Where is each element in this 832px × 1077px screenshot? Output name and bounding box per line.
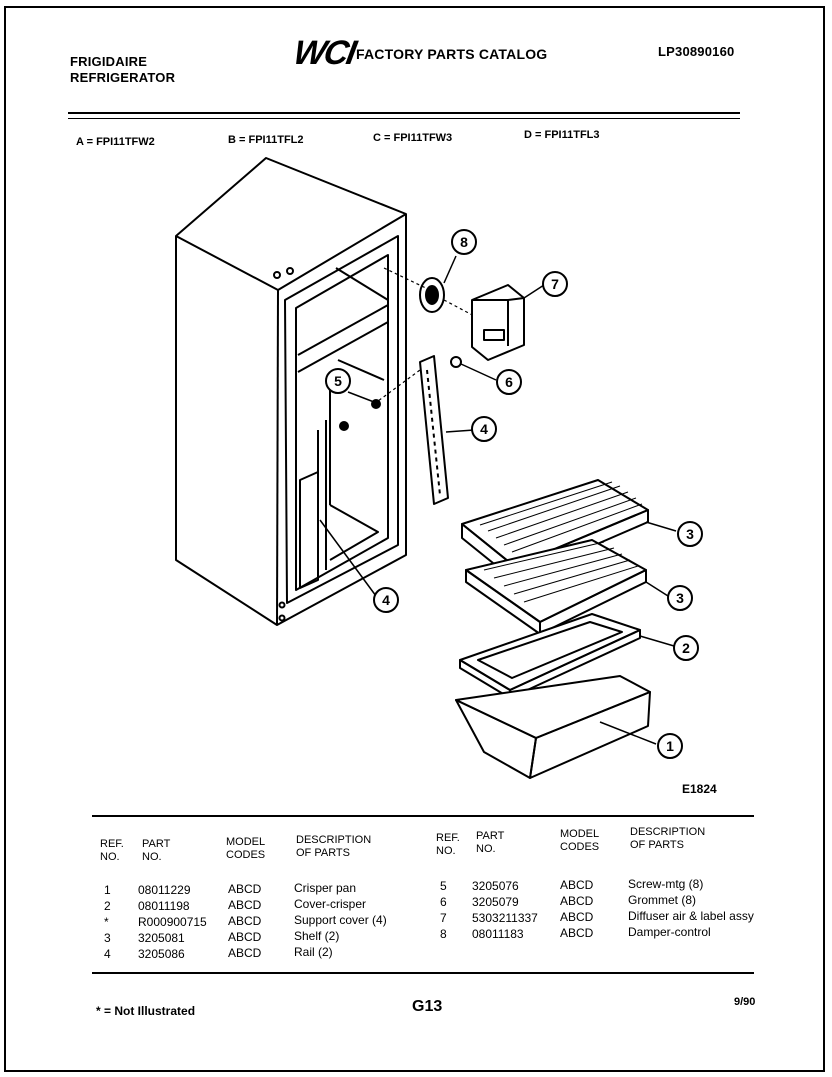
- left-ref-column: [104, 882, 118, 962]
- header-description-label: DESCRIPTION: [296, 834, 372, 846]
- table-cell: Support cover (4): [294, 913, 387, 927]
- table-cell: Diffuser air & label assy: [628, 909, 754, 923]
- callout-8: 8: [460, 234, 468, 250]
- model-b: B = FPI11TFL2: [228, 134, 304, 146]
- table-cell: Damper-control: [628, 925, 711, 939]
- table-rule-top: [92, 815, 754, 817]
- left-codes-column: [228, 881, 261, 961]
- callout-2: 2: [682, 640, 690, 656]
- table-row: 1: [104, 883, 111, 897]
- right-codes-column: [560, 877, 593, 941]
- table-cell: 3205076: [472, 879, 519, 893]
- table-row: 6: [440, 895, 447, 909]
- footer-date: 9/90: [734, 996, 756, 1008]
- table-cell: 08011183: [472, 927, 524, 941]
- table-cell: 3205079: [472, 895, 519, 909]
- table-cell: Shelf (2): [294, 929, 340, 943]
- table-cell: ABCD: [228, 898, 262, 912]
- callout-3-lower: 3: [676, 590, 684, 606]
- table-cell: 3205086: [138, 947, 185, 961]
- catalog-number: LP30890160: [658, 44, 735, 59]
- table-cell: 08011198: [138, 899, 190, 913]
- table-cell: Grommet (8): [628, 893, 697, 907]
- table-row: 3: [104, 931, 111, 945]
- brand-name: FRIGIDAIRE: [70, 54, 148, 69]
- header-of-parts-label: OF PARTS: [630, 839, 684, 851]
- table-cell: Rail (2): [294, 945, 333, 959]
- callout-5: 5: [334, 373, 342, 389]
- model-c: C = FPI11TFW3: [373, 132, 453, 144]
- left-part-column: [138, 882, 207, 962]
- header-model-left: [226, 836, 265, 862]
- header-ref-no-label: NO.: [436, 845, 456, 857]
- table-row: 8: [440, 927, 447, 941]
- header-ref-left: [100, 838, 124, 864]
- crisper-pan-part: [456, 676, 656, 778]
- left-desc-column: [294, 880, 387, 960]
- header-desc-left: [296, 834, 371, 860]
- header-description-label: DESCRIPTION: [630, 826, 706, 838]
- header-part-no-label: NO.: [142, 851, 162, 863]
- header-ref-right: [436, 832, 460, 858]
- table-cell: Cover-crisper: [294, 897, 367, 911]
- callout-1: 1: [666, 738, 674, 754]
- table-row: 2: [104, 899, 111, 913]
- product-type: REFRIGERATOR: [70, 70, 176, 85]
- header-ref-no-label: NO.: [100, 851, 120, 863]
- model-a: A = FPI11TFW2: [76, 136, 155, 148]
- header-ref-label: REF.: [100, 838, 124, 850]
- table-row: 7: [440, 911, 447, 925]
- wci-logo: WCI: [290, 34, 358, 72]
- diffuser-part: [472, 285, 544, 360]
- header-part-no-label: NO.: [476, 843, 496, 855]
- right-desc-column: [628, 876, 754, 940]
- table-cell: ABCD: [228, 930, 262, 944]
- callout-4: 4: [480, 421, 488, 437]
- table-cell: 08011229: [138, 883, 191, 897]
- header-codes-label: CODES: [226, 849, 266, 861]
- header-desc-right: [630, 826, 705, 852]
- callout-6: 6: [505, 374, 513, 390]
- callout-7: 7: [551, 276, 559, 292]
- header-model-label: MODEL: [560, 828, 600, 840]
- table-row: 5: [440, 879, 447, 893]
- header-model-label: MODEL: [226, 836, 266, 848]
- header-part-label: PART: [476, 830, 505, 842]
- table-row: *: [104, 915, 109, 929]
- table-cell: 5303211337: [472, 911, 538, 925]
- table-cell: ABCD: [228, 946, 262, 960]
- header-part-left: [142, 838, 170, 864]
- header-part-label: PART: [142, 838, 171, 850]
- table-cell: ABCD: [560, 926, 594, 940]
- header-model-right: [560, 828, 599, 854]
- table-cell: Screw-mtg (8): [628, 877, 704, 891]
- lower-shelf-part: [466, 540, 668, 634]
- callout-4-cabinet: 4: [382, 592, 390, 608]
- header-codes-label: CODES: [560, 841, 600, 853]
- table-row: 4: [104, 947, 111, 961]
- table-cell: ABCD: [560, 910, 594, 924]
- table-cell: R000900715: [138, 915, 207, 929]
- model-d: D = FPI11TFL3: [524, 129, 600, 141]
- table-cell: ABCD: [560, 894, 594, 908]
- right-ref-column: [440, 878, 454, 942]
- figure-id: E1824: [682, 782, 717, 796]
- footer-note: * = Not Illustrated: [96, 1004, 196, 1018]
- table-cell: 3205081: [138, 931, 185, 945]
- table-cell: ABCD: [228, 882, 262, 896]
- table-cell: Crisper pan: [294, 881, 357, 895]
- header-part-right: [476, 830, 504, 856]
- catalog-title: FACTORY PARTS CATALOG: [356, 46, 548, 62]
- header-of-parts-label: OF PARTS: [296, 847, 350, 859]
- table-rule-bottom: [92, 972, 754, 974]
- right-part-column: [472, 878, 538, 942]
- callout-3-upper: 3: [686, 526, 694, 542]
- refrigerator-cabinet: [176, 158, 406, 625]
- page-number: G13: [412, 998, 443, 1015]
- header-ref-label: REF.: [436, 832, 460, 844]
- table-cell: ABCD: [560, 878, 594, 892]
- table-cell: ABCD: [228, 914, 262, 928]
